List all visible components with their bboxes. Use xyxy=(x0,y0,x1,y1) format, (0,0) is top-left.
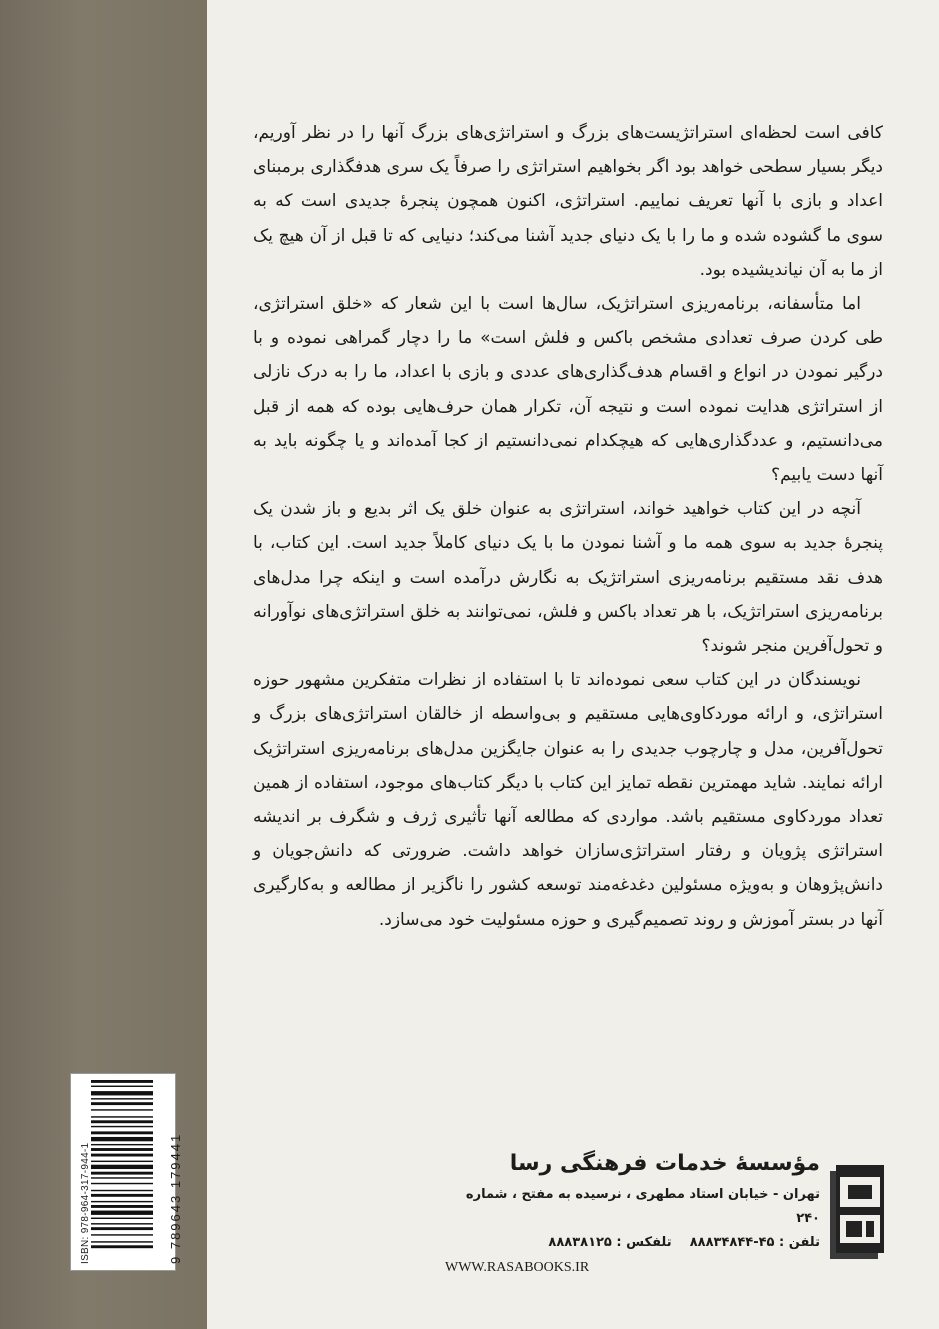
publisher-website: WWW.RASABOOKS.IR xyxy=(445,1260,590,1275)
barcode-digits: 9 789643 179441 xyxy=(168,1132,183,1264)
phone-number: ۴۵-۸۸۸۳۴۸۴۴ xyxy=(689,1235,775,1250)
paragraph-3: آنچه در این کتاب خواهید خواند، استراتژی به عنوان خلق یک اثر بدیع و باز شدن یک پنجرهٔ جدید به سوی همه ما و آشنا نمودن ما با یک دنیای کاملاً جدید است. این کتاب، با هدف نقد مستقیم برنامه‌ریزی استراتژیک به نگارش درآمده است و اینکه چرا مدل‌های برنامه‌ریزی استراتژیک، با هر تعداد باکس و فلش، نمی‌توانند به خلق استراتژی‌های نوآورانه و تحول‌آفرین منجر شوند؟ xyxy=(253,499,883,657)
fax-label: تلفکس : xyxy=(616,1235,672,1250)
back-cover-blurb xyxy=(253,116,883,937)
publisher-logo-icon xyxy=(826,1163,886,1263)
paragraph-4: نویسندگان در این کتاب سعی نموده‌اند تا با استفاده از نظرات متفکرین مشهور حوزه استراتژی، و ارائه موردکاوی‌هایی مستقیم و بی‌واسطه از خالقان استراتژی‌های بزرگ و تحول‌آفرین، مدل و چارچوب جدیدی را به عنوان جایگزین مدل‌های برنامه‌ریزی استراتژیک ارائه نمایند. شاید مهمترین نقطه تمایز این کتاب با دیگر کتاب‌های موجود، استفاده از همین تعداد موردکاوی مستقیم باشد. مواردی که مطالعه آنها تأثیری ژرف و شگرف بر اندیشه استراتژی پژویان و رفتار استراتژی‌سازان خواهد داشت. ضرورتی که دانش‌جویان و دانش‌پژوهان و به‌ویژه مسئولین دغدغه‌مند توسعه کشور را ناگزیر از مطالعه و به‌کارگیری آنها در بستر آموزش و روند تصمیم‌گیری و حوزه مسئولیت خود می‌سازد. xyxy=(253,670,883,930)
publisher-block xyxy=(440,1149,820,1281)
fax-number: ۸۸۸۳۸۱۲۵ xyxy=(548,1235,612,1250)
publisher-phones xyxy=(440,1231,820,1255)
publisher-name: مؤسسهٔ خدمات فرهنگی رسا xyxy=(509,1151,820,1176)
paragraph-2: اما متأسفانه، برنامه‌ریزی استراتژیک، سال‌ها است با این شعار که «خلق استراتژی، طی کردن صرف تعدادی مشخص باکس و فلش است» ما را دچار گمراهی نموده و با درگیر نمودن در انواع و اقسام هدف‌گذاری‌های عددی و بازی با اعداد، ما را به درک نازلی از استراتژی هدایت نموده است و نتیجه آن، تکرار همان حرف‌هایی بوده که همه از قبل می‌دانستیم، و عددگذاری‌هایی که هیچکدام نمی‌دانستیم از کجا آمده‌اند و یا چگونه باید به آنها دست یابیم؟ xyxy=(253,294,883,486)
isbn-label: ISBN: 978-964-317-944-1 xyxy=(80,1142,91,1264)
paragraph-1: کافی است لحظه‌ای استراتژیست‌های بزرگ و استراتژی‌های بزرگ آنها را در نظر آوریم، دیگر بسیار سطحی خواهد بود اگر بخواهیم استراتژی را صرفاً یک سری هدفگذاری برمبنای اعداد و بازی با آنها تعریف نماییم. استراتژی، اکنون همچون پنجرهٔ جدیدی است که به سوی ما گشوده شده و ما را با یک دنیای جدید آشنا می‌کند؛ دنیایی که تا قبل از آن هیچ یک از ما به آن نیاندیشیده بود. xyxy=(253,123,883,280)
publisher-address: تهران - خیابان استاد مطهری ، نرسیده به مفتح ، شماره ۲۴۰ xyxy=(465,1187,820,1226)
phone-label: تلفن : xyxy=(779,1235,820,1250)
